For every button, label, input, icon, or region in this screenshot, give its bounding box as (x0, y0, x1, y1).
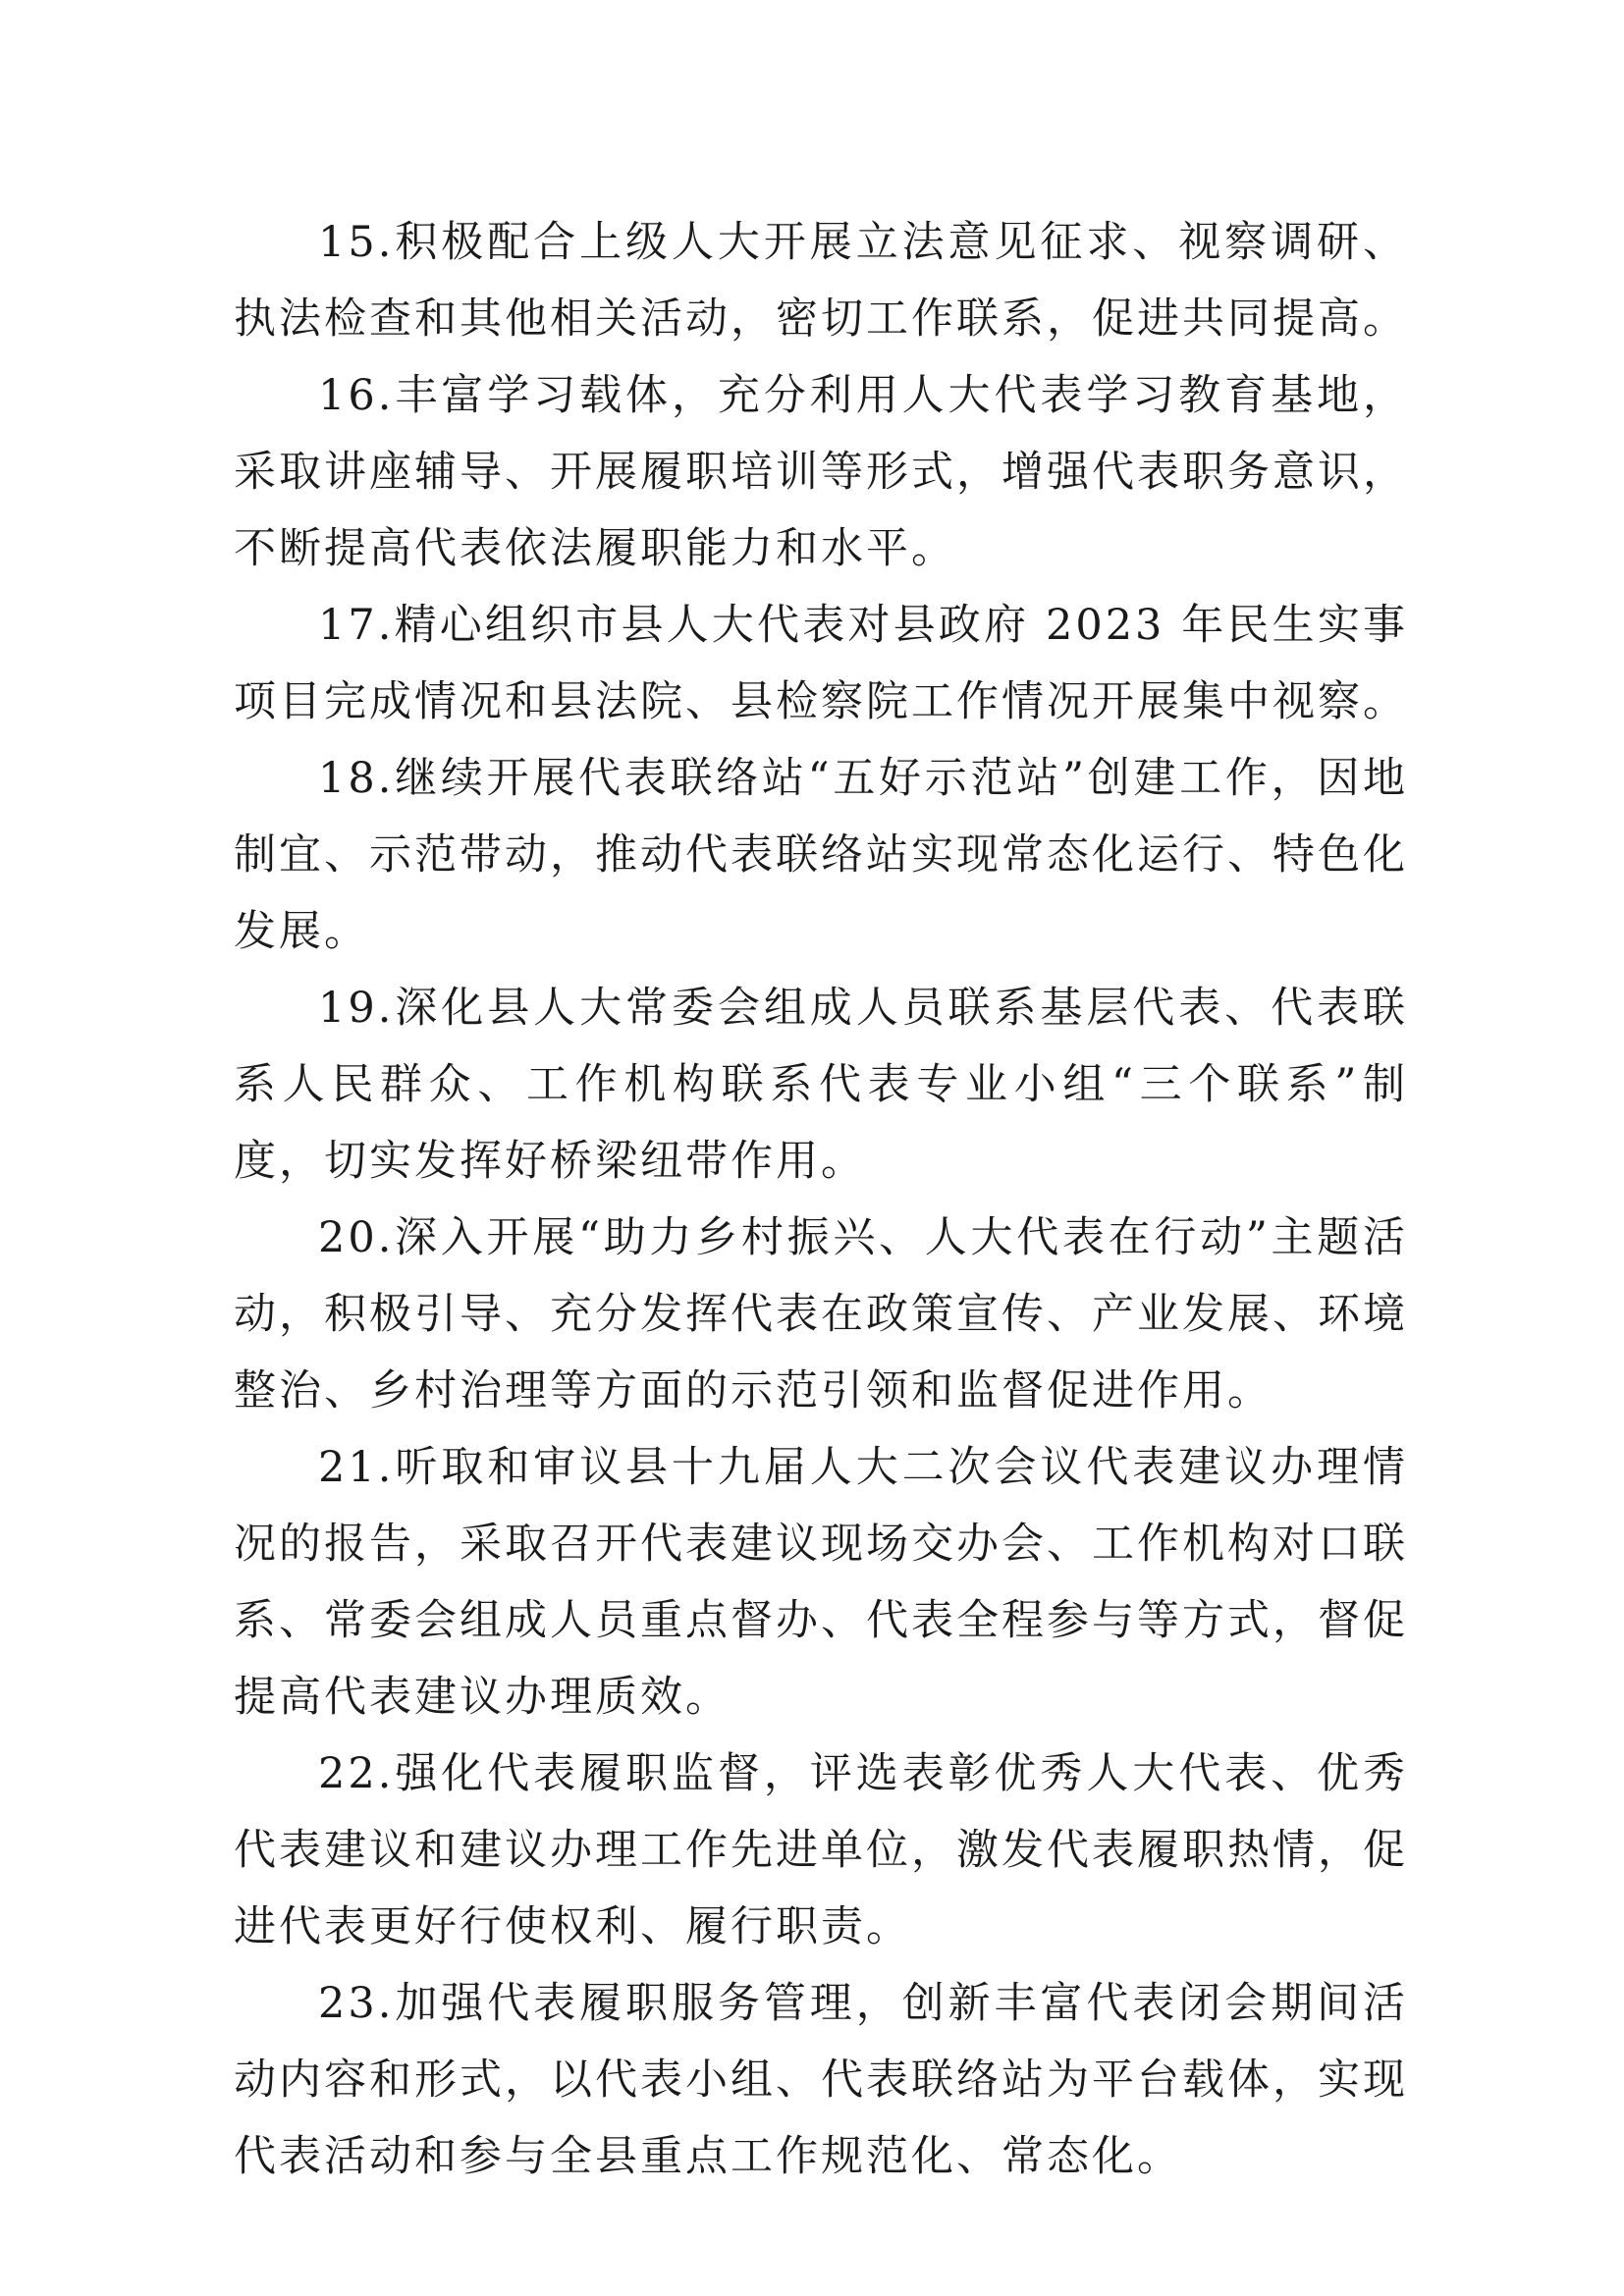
paragraph-item-17: 17.精心组织市县人大代表对县政府 2023 年民生实事项目完成情况和县法院、县检察院工作情况开展集中视察。 (234, 601, 1408, 726)
document-body (234, 204, 1408, 2195)
paragraph-item-23: 23.加强代表履职服务管理，创新丰富代表闭会期间活动内容和形式，以代表小组、代表联络站为平台载体，实现代表活动和参与全县重点工作规范化、常态化。 (234, 1979, 1408, 2181)
paragraph-item-18: 18.继续开展代表联络站“五好示范站”创建工作，因地制宜、示范带动，推动代表联络站实现常态化运行、特色化发展。 (234, 754, 1408, 956)
paragraph-item-22: 22.强化代表履职监督，评选表彰优秀人大代表、优秀代表建议和建议办理工作先进单位，激发代表履职热情，促进代表更好行使权利、履行职责。 (234, 1749, 1408, 1951)
paragraph-item-19: 19.深化县人大常委会组成人员联系基层代表、代表联系人民群众、工作机构联系代表专业小组“三个联系”制度，切实发挥好桥梁纽带作用。 (234, 984, 1408, 1186)
paragraph-item-20: 20.深入开展“助力乡村振兴、人大代表在行动”主题活动，积极引导、充分发挥代表在政策宣传、产业发展、环境整治、乡村治理等方面的示范引领和监督促进作用。 (234, 1213, 1408, 1415)
paragraph-item-21: 21.听取和审议县十九届人大二次会议代表建议办理情况的报告，采取召开代表建议现场交办会、工作机构对口联系、常委会组成人员重点督办、代表全程参与等方式，督促提高代表建议办理质效。 (234, 1443, 1408, 1722)
paragraph-item-16: 16.丰富学习载体，充分利用人大代表学习教育基地，采取讲座辅导、开展履职培训等形式，增强代表职务意识，不断提高代表依法履职能力和水平。 (234, 371, 1408, 573)
paragraph-item-15: 15.积极配合上级人大开展立法意见征求、视察调研、执法检查和其他相关活动，密切工作联系，促进共同提高。 (234, 218, 1408, 344)
